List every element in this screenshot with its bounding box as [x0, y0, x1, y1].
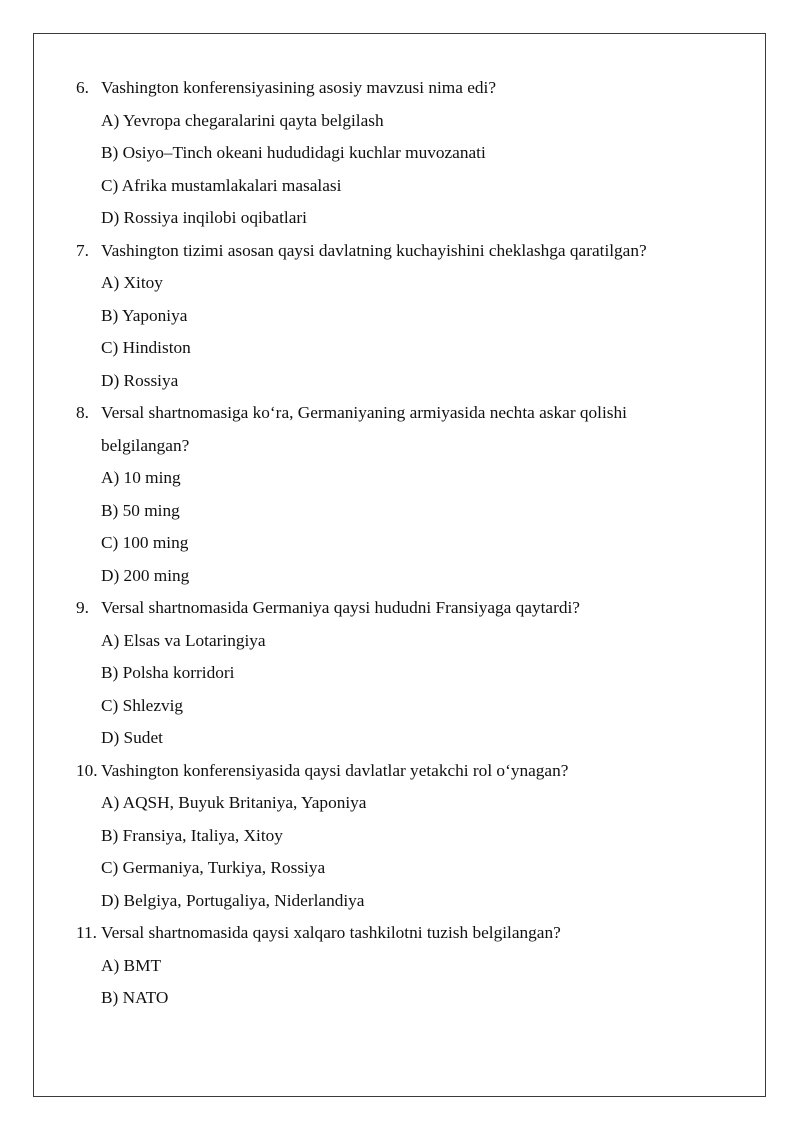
question-text: Versal shartnomasida qaysi xalqaro tashkilotni tuzish belgilangan?	[101, 923, 561, 942]
option-a	[0, 787, 800, 820]
option-d	[0, 202, 800, 235]
option-d	[0, 722, 800, 755]
option-text: A) AQSH, Buyuk Britaniya, Yaponiya	[101, 793, 367, 812]
option-text: D) Sudet	[101, 728, 163, 747]
option-text: C) Hindiston	[101, 338, 191, 357]
option-c	[0, 170, 800, 203]
question-11	[0, 917, 800, 950]
option-c	[0, 852, 800, 885]
option-c	[0, 690, 800, 723]
option-text: D) 200 ming	[101, 565, 190, 585]
option-text: D) Rossiya inqilobi oqibatlari	[101, 208, 307, 227]
option-text: B) Fransiya, Italiya, Xitoy	[101, 825, 283, 845]
option-text: C) Germaniya, Turkiya, Rossiya	[101, 858, 326, 877]
option-text: A) Yevropa chegaralarini qayta belgilash	[101, 110, 384, 130]
option-d	[0, 365, 800, 398]
option-a	[0, 105, 800, 138]
option-text: D) Rossiya	[101, 370, 179, 390]
option-text: B) Osiyo–Tinch okeani hududidagi kuchlar muvozanati	[101, 143, 486, 162]
option-text: C) Shlezvig	[101, 695, 184, 715]
option-text: A) BMT	[101, 955, 162, 975]
option-a	[0, 462, 800, 495]
question-8	[0, 397, 800, 430]
question-number: 7.	[76, 240, 89, 260]
option-b	[0, 820, 800, 853]
option-a	[0, 267, 800, 300]
option-b	[0, 657, 800, 690]
question-6	[0, 72, 800, 105]
question-number: 6.	[76, 78, 89, 97]
option-d	[0, 885, 800, 918]
option-text: A) Xitoy	[101, 273, 163, 292]
question-text: Vashington konferensiyasining asosiy mavzusi nima edi?	[101, 78, 496, 97]
option-b	[0, 137, 800, 170]
question-text: Vashington tizimi asosan qaysi davlatning kuchayishini cheklashga qaratilgan?	[101, 240, 647, 260]
question-list	[0, 72, 800, 1015]
question-10	[0, 755, 800, 788]
question-text: belgilangan?	[101, 435, 190, 455]
option-c	[0, 527, 800, 560]
option-text: B) NATO	[101, 988, 169, 1007]
question-number: 9.	[76, 598, 89, 617]
question-7	[0, 235, 800, 268]
option-b	[0, 495, 800, 528]
option-text: A) Elsas va Lotaringiya	[101, 630, 266, 650]
option-text: C) Afrika mustamlakalari masalasi	[101, 175, 342, 195]
question-number: 8.	[76, 403, 89, 422]
option-b	[0, 982, 800, 1015]
option-c	[0, 332, 800, 365]
option-d	[0, 560, 800, 593]
option-text: B) Yaponiya	[101, 305, 188, 325]
option-text: D) Belgiya, Portugaliya, Niderlandiya	[101, 890, 365, 910]
question-text: Versal shartnomasiga ko‘ra, Germaniyaning armiyasida nechta askar qolishi	[101, 403, 627, 422]
option-a	[0, 625, 800, 658]
option-b	[0, 300, 800, 333]
question-text: Versal shartnomasida Germaniya qaysi hududni Fransiyaga qaytardi?	[101, 598, 580, 617]
question-number: 10.	[76, 760, 98, 780]
option-text: B) Polsha korridori	[101, 663, 235, 682]
option-a	[0, 950, 800, 983]
question-text: Vashington konferensiyasida qaysi davlatlar yetakchi rol o‘ynagan?	[101, 760, 569, 780]
question-9	[0, 592, 800, 625]
option-text: B) 50 ming	[101, 500, 180, 520]
question-8-continuation	[0, 430, 800, 463]
option-text: A) 10 ming	[101, 468, 181, 487]
question-number: 11.	[76, 923, 97, 942]
option-text: C) 100 ming	[101, 533, 189, 552]
